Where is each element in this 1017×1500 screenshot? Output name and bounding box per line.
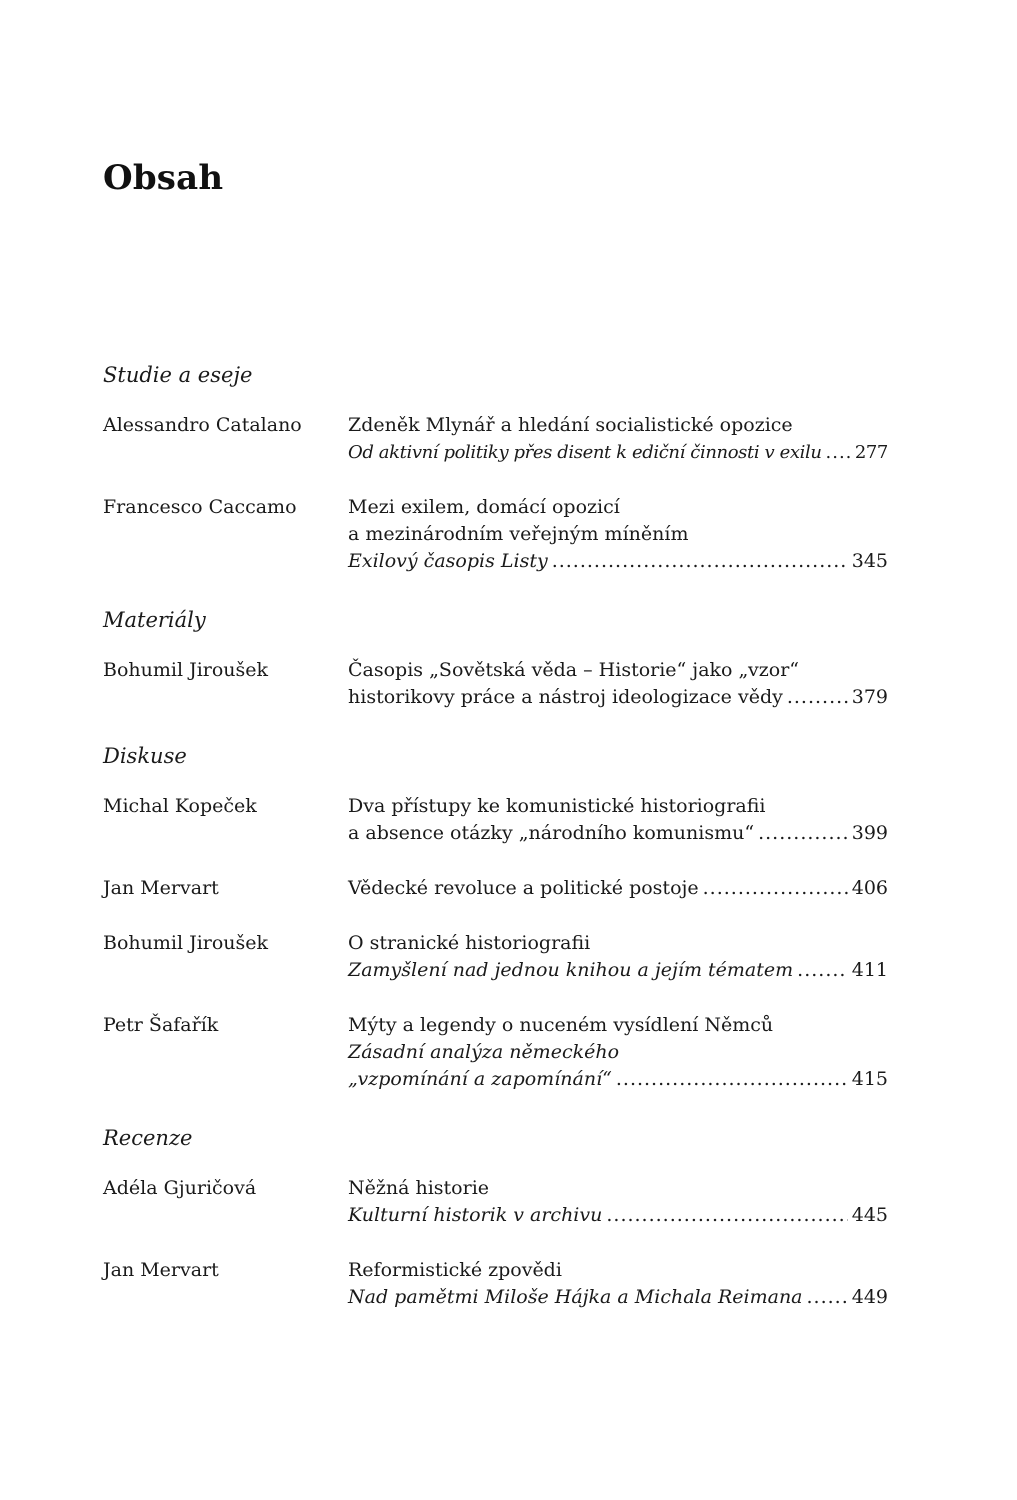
entry-last-line xyxy=(348,1202,888,1229)
entry-subtitle: Kulturní historik v archivu xyxy=(348,1204,603,1226)
dot-leader xyxy=(758,820,848,847)
section-title: Diskuse xyxy=(103,744,187,768)
section-title: Materiály xyxy=(103,608,206,632)
entry-subtitle: „vzpomínání a zapomínání“ xyxy=(348,1068,612,1090)
page-number: 445 xyxy=(851,1204,888,1226)
entry-work xyxy=(348,412,888,466)
page-number: 406 xyxy=(851,877,888,899)
entry-last-line xyxy=(348,1066,888,1093)
entry-subtitle: Exilový časopis Listy xyxy=(348,550,548,572)
entry-last-line xyxy=(348,684,888,711)
entry-work xyxy=(348,875,888,902)
entry-work xyxy=(348,657,888,711)
table-of-contents xyxy=(103,360,893,1341)
section-title: Recenze xyxy=(103,1126,193,1150)
toc-entry[interactable] xyxy=(103,1175,893,1229)
entry-title-line: Zdeněk Mlynář a hledání socialistické opozice xyxy=(348,414,793,436)
entry-author: Bohumil Jiroušek xyxy=(103,932,269,954)
entry-work xyxy=(348,1257,888,1311)
entry-subtitle-line: Zásadní analýza německého xyxy=(348,1041,620,1063)
entry-title-tail: a absence otázky „národního komunismu“ xyxy=(348,822,755,844)
entry-work xyxy=(348,1012,888,1093)
toc-entry[interactable] xyxy=(103,1257,893,1311)
entry-author: Michal Kopeček xyxy=(103,795,257,817)
entry-title-line: Mýty a legendy o nuceném vysídlení Němců xyxy=(348,1014,774,1036)
page-number: 411 xyxy=(851,959,888,981)
entry-work xyxy=(348,494,888,575)
entry-title-tail: historikovy práce a nástroj ideologizace vědy xyxy=(348,686,783,708)
section-title: Studie a eseje xyxy=(103,363,253,387)
page-number: 277 xyxy=(854,442,888,463)
page-number: 345 xyxy=(851,550,888,572)
toc-entry[interactable] xyxy=(103,657,893,711)
entry-author: Petr Šafařík xyxy=(103,1014,219,1036)
entry-subtitle: Zamyšlení nad jednou knihou a jejím tématem xyxy=(348,959,794,981)
dot-leader xyxy=(616,1066,848,1093)
dot-leader xyxy=(797,957,848,984)
section-materialy xyxy=(103,605,893,711)
entry-title-line: Mezi exilem, domácí opozicí xyxy=(348,496,620,518)
entry-title-line: O stranické historiografii xyxy=(348,932,591,954)
entry-last-line xyxy=(348,957,888,984)
toc-entry[interactable] xyxy=(103,793,893,847)
entry-author: Francesco Caccamo xyxy=(103,496,297,518)
entry-work xyxy=(348,1175,888,1229)
entry-last-line xyxy=(348,1284,888,1311)
entry-title-line: Dva přístupy ke komunistické historiografii xyxy=(348,795,766,817)
entry-title: Vědecké revoluce a politické postoje xyxy=(348,877,699,899)
section-recenze xyxy=(103,1123,893,1311)
page-number: 449 xyxy=(851,1286,888,1308)
entry-author: Alessandro Catalano xyxy=(103,414,302,436)
entry-work xyxy=(348,793,888,847)
entry-subtitle: Od aktivní politiky přes disent k ediční činnosti v exilu xyxy=(348,442,822,463)
dot-leader xyxy=(552,548,848,575)
dot-leader xyxy=(606,1202,847,1229)
page-number: 415 xyxy=(851,1068,888,1090)
entry-title-line: a mezinárodním veřejným míněním xyxy=(348,523,689,545)
toc-entry[interactable] xyxy=(103,875,893,902)
entry-author: Jan Mervart xyxy=(103,877,219,899)
dot-leader xyxy=(787,684,848,711)
entry-last-line xyxy=(348,439,888,466)
entry-author: Adéla Gjuričová xyxy=(103,1177,257,1199)
toc-entry[interactable] xyxy=(103,494,893,575)
entry-subtitle: Nad pamětmi Miloše Hájka a Michala Reimana xyxy=(348,1286,803,1308)
page-number: 379 xyxy=(851,686,888,708)
toc-entry[interactable] xyxy=(103,412,893,466)
toc-entry[interactable] xyxy=(103,1012,893,1093)
page-title: Obsah xyxy=(103,158,224,198)
section-diskuse xyxy=(103,741,893,1093)
entry-last-line xyxy=(348,820,888,847)
entry-title-line: Něžná historie xyxy=(348,1177,490,1199)
section-studie-a-eseje xyxy=(103,360,893,575)
dot-leader xyxy=(826,439,851,466)
entry-author: Jan Mervart xyxy=(103,1259,219,1281)
entry-last-line xyxy=(348,548,888,575)
dot-leader xyxy=(807,1284,848,1311)
toc-entry[interactable] xyxy=(103,930,893,984)
entry-title-line: Časopis „Sovětská věda – Historie“ jako „vzor“ xyxy=(348,659,799,681)
dot-leader xyxy=(703,875,848,902)
entry-last-line xyxy=(348,875,888,902)
page-number: 399 xyxy=(851,822,888,844)
entry-work xyxy=(348,930,888,984)
entry-title-line: Reformistické zpovědi xyxy=(348,1259,562,1281)
entry-author: Bohumil Jiroušek xyxy=(103,659,269,681)
